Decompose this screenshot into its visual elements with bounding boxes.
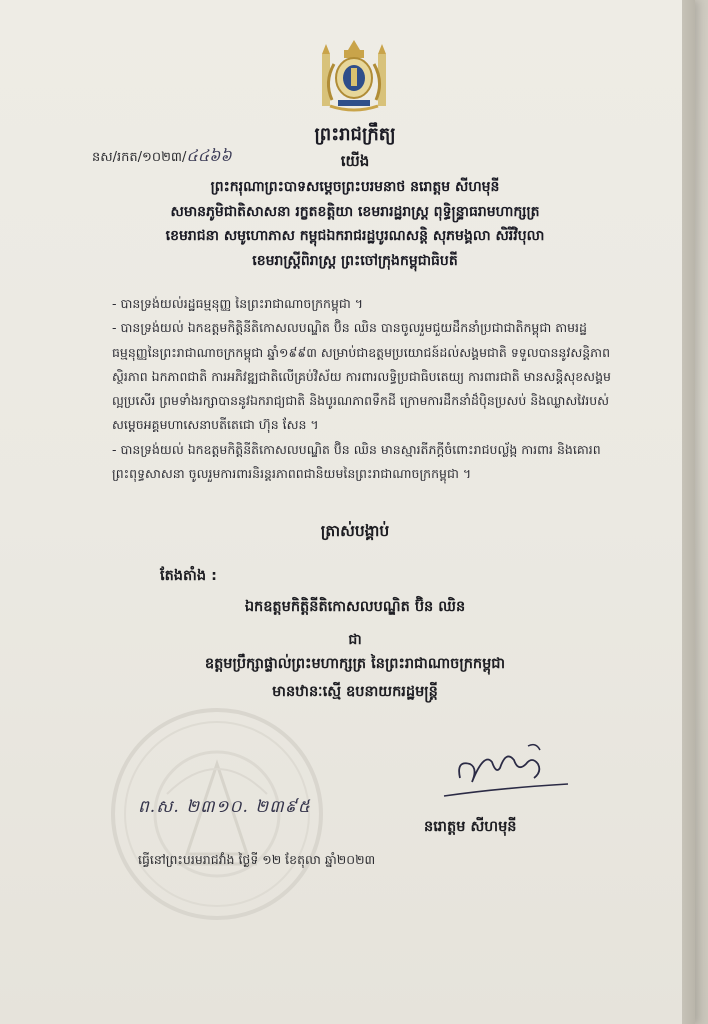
handwritten-number: ព.ស. ២៣១០. ២៣៩៥	[138, 797, 311, 817]
king-title-line: ខេមរាជនា សមូហោភាស កម្ពុជឯករាជរដ្ឋបូរណសន្តិ សុភមង្គលា សិរីវិបុលា	[165, 228, 545, 244]
king-title-line: ខេមរាស្ត្រីពិរាស្ត្រ ព្រះចៅក្រុងកម្ពុជាធិបតី	[252, 252, 458, 269]
as-word: ជា	[348, 632, 362, 648]
royal-emblem-icon	[320, 38, 388, 114]
king-title-line: សមានភូមិជាតិសាសនា រក្ខតខត្តិយា ខេមរារដ្ឋរាស្ត្រ ពុទ្ធិន្ទ្រាធរាមហាក្សត្រ	[170, 203, 540, 220]
royal-signature	[440, 738, 570, 804]
reference-number	[92, 145, 232, 169]
reference-handwritten: ៤៤៦៦	[186, 146, 232, 165]
king-full-title	[100, 175, 610, 273]
date-place-line: ធ្វើនៅព្រះបរមរាជវាំង ថ្ងៃទី ១២ ខែតុលា ឆ្នាំ២០២៣	[138, 852, 376, 867]
reference-prefix: នស/រកត/១០២៣/	[92, 150, 187, 165]
paper-edge	[682, 0, 695, 1024]
document-title: ព្រះរាជក្រឹត្យ	[314, 124, 396, 145]
appointee-name: ឯកឧត្តមកិត្តិនីតិកោសលបណ្ឌិត ប៊ិន ឈិន	[244, 599, 466, 615]
clause-constitution: - បានទ្រង់យល់រដ្ឋធម្មនុញ្ញ នៃព្រះរាជាណាចក្រកម្ពុជា ។	[112, 296, 363, 311]
king-title-line: ព្រះករុណាព្រះបាទសម្ដេចព្រះបរមនាថ នរោត្តម សីហមុនី	[210, 179, 500, 195]
decree-heading: ត្រាស់បង្គាប់	[320, 522, 390, 540]
we-heading: យើង	[340, 152, 370, 170]
appoint-label: តែងតាំង :	[160, 568, 217, 584]
preamble-clauses	[112, 292, 617, 486]
signer-name: នរោត្តម សីហមុនី	[424, 819, 517, 835]
clause-loyalty: - បានទ្រង់យល់ ឯកឧត្តមកិត្តិនីតិកោសលបណ្ឌិត ប៊ិន ឈិន មានស្មារតីភក្តីចំពោះរាជបល្ល័ង្ក ការពារ និងគោរពព្រះពុទ្ធសាសនា ចូលរួមការពារនិរន្តរភាពពជានិយមនៃព្រះរាជាណាចក្រកម្ពុជា ។	[112, 441, 601, 482]
clause-contribution: - បានទ្រង់យល់ ឯកឧត្តមកិត្តិនីតិកោសលបណ្ឌិត ប៊ិន ឈិន បានចូលរួមជួយដឹកនាំប្រជាជាតិកម្ពុជា តាមរដ្ឋធម្មនុញ្ញនៃព្រះរាជាណាចក្រកម្ពុជា ឆ្នាំ១៩៩៣ សម្រាប់ជាឧត្តមប្រយោជន៍ដល់សង្គមជាតិ ទទួលបាននូវសន្តិភាព ស្ថិរភាព ឯកភាពជាតិ ការអភិវឌ្ឍជាតិលើគ្រប់វិស័យ ការពារលទ្ធិប្រជាធិបតេយ្យ ការពារជាតិ មានសន្តិសុខសង្គមល្អប្រសើរ ព្រមទាំងរក្សាបាននូវឯករាជ្យជាតិ និងបូរណភាពទឹកដី ក្រោមការដឹកនាំដ៏ប៉ិនប្រសប់ និងឈ្លាសវៃរបស់ សម្តេចអគ្គមហាសេនាបតីតេជោ ហ៊ុន សែន ។	[112, 320, 611, 433]
position-rank: មានឋានៈស្មើ ឧបនាយករដ្ឋមន្ត្រី	[272, 684, 438, 700]
appointed-position: ឧត្តមប្រឹក្សាផ្ទាល់ព្រះមហាក្សត្រ នៃព្រះរាជាណាចក្រកម្ពុជា	[204, 656, 506, 672]
